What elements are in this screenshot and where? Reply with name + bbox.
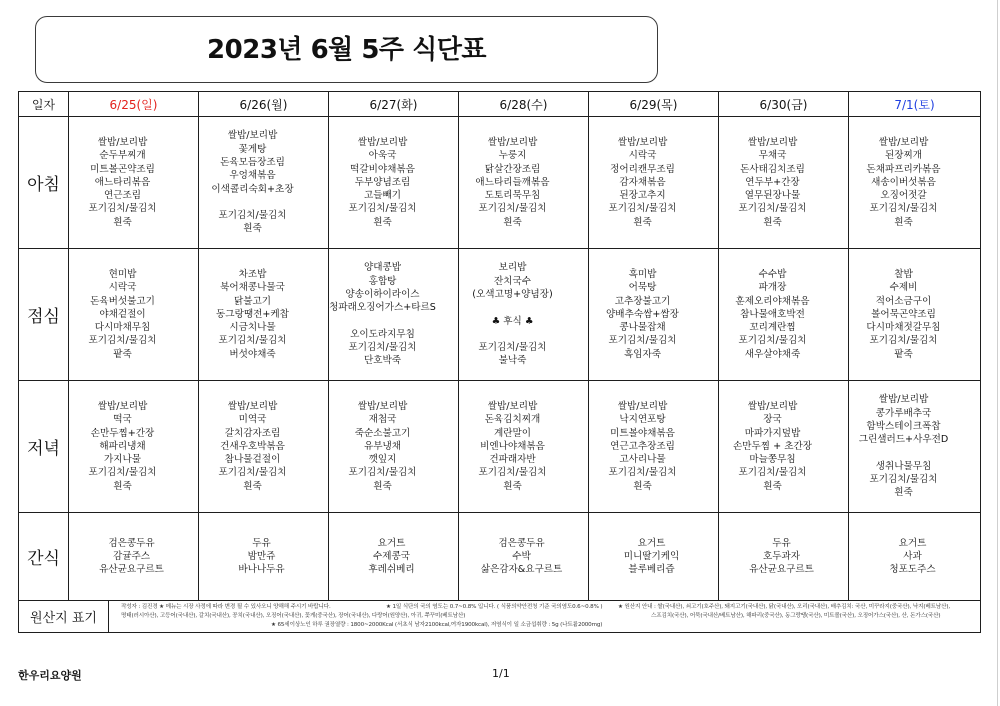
menu-cell-breakfast-mon xyxy=(199,117,329,249)
menu-item: 미트볼야채볶음 xyxy=(610,427,675,439)
menu-item: 청파래오징어가스+타르S xyxy=(329,302,436,314)
menu-item: 요거트 xyxy=(377,537,406,549)
menu-item: 비엔나야채볶음 xyxy=(480,440,545,452)
menu-item: 순두부찌개 xyxy=(99,150,146,162)
menu-item: 갈치감자조림 xyxy=(224,427,281,439)
menu-item: 흑임자죽 xyxy=(623,348,662,360)
menu-item: 불낙죽 xyxy=(498,355,527,367)
menu-item: 포기김치/물김치 xyxy=(608,467,677,479)
menu-cell-lunch-wed xyxy=(459,249,589,381)
menu-item: 시락국 xyxy=(108,282,137,294)
menu-cell-breakfast-fri xyxy=(719,117,849,249)
menu-item: 포기김치/물김치 xyxy=(88,203,157,215)
menu-item: 떡국 xyxy=(113,414,132,426)
menu-item: 낙지연포탕 xyxy=(619,414,666,426)
menu-item: 이색콜리숙회+초장 xyxy=(211,183,294,195)
menu-item: 양배추숙쌈+쌈장 xyxy=(606,308,679,320)
menu-item: 오이도라지무침 xyxy=(350,328,415,340)
menu-item: 요거트 xyxy=(898,537,927,549)
menu-item: 깻잎지 xyxy=(368,454,397,466)
facility-name: 한우리요양원 xyxy=(18,669,82,682)
meal-row-snack xyxy=(19,513,981,601)
menu-item: 열무된장나물 xyxy=(744,190,801,202)
menu-item: 돈채파프리카볶음 xyxy=(866,163,941,175)
menu-table xyxy=(18,91,981,633)
menu-item: 누룽지 xyxy=(498,150,527,162)
menu-item: 흰죽 xyxy=(373,216,392,228)
menu-item: 삶은감자&요구르트 xyxy=(480,564,563,576)
menu-item: 흰죽 xyxy=(763,216,782,228)
menu-item: 팥죽 xyxy=(894,348,913,360)
meal-label-snack: 간식 xyxy=(19,513,69,601)
menu-item: 쌀밥/보리밥 xyxy=(747,400,798,412)
menu-item: 바나나두유 xyxy=(238,564,285,576)
menu-item: 시금치나물 xyxy=(229,322,276,334)
date-header-label: 일자 xyxy=(19,92,69,117)
menu-item: 포기김치/물김치 xyxy=(348,342,417,354)
menu-item: 해파리냉채 xyxy=(99,440,146,452)
menu-item: 쌀밥/보리밥 xyxy=(878,394,929,406)
menu-item: 동그랑땡전+케찹 xyxy=(216,308,289,320)
menu-item: 건파래자반 xyxy=(489,454,536,466)
title-box xyxy=(35,16,658,83)
menu-item: 도토리묵무침 xyxy=(484,190,541,202)
menu-item: 흰죽 xyxy=(503,480,522,492)
menu-cell-snack-wed xyxy=(459,513,589,601)
menu-item: 손만두찜+간장 xyxy=(90,427,155,439)
menu-item: 포기김치/물김치 xyxy=(478,342,547,354)
menu-item: 양송이하이라이스 xyxy=(345,288,420,300)
day-header-sat: 7/1(토) xyxy=(849,92,981,117)
menu-item: 포기김치/물김치 xyxy=(608,203,677,215)
menu-item: 포기김치/물김치 xyxy=(218,335,287,347)
menu-item: 현미밥 xyxy=(108,268,137,280)
menu-item: 시락국 xyxy=(628,150,657,162)
menu-cell-dinner-sun xyxy=(69,381,199,513)
menu-item: 흰죽 xyxy=(503,216,522,228)
menu-item: 흰죽 xyxy=(113,480,132,492)
table-header xyxy=(19,92,981,117)
menu-item: 참나물애호박전 xyxy=(740,308,805,320)
meal-row-dinner xyxy=(19,381,981,513)
menu-item: (오색고명+양념장) xyxy=(472,288,553,300)
origin-cell xyxy=(19,601,981,633)
page-number: 1/1 xyxy=(492,667,510,680)
date-header-row xyxy=(19,92,981,117)
menu-item: 흰죽 xyxy=(894,487,913,499)
menu-item: 장국 xyxy=(763,414,782,426)
menu-cell-breakfast-sun xyxy=(69,117,199,249)
menu-item: 꽃게탕 xyxy=(238,143,267,155)
menu-item: 돈육모듬장조림 xyxy=(220,156,285,168)
menu-item: 흰죽 xyxy=(763,480,782,492)
menu-item: 포기김치/물김치 xyxy=(738,467,807,479)
menu-cell-snack-mon xyxy=(199,513,329,601)
menu-cell-dinner-fri xyxy=(719,381,849,513)
meal-label-lunch: 점심 xyxy=(19,249,69,381)
day-header-tue: 6/27(화) xyxy=(329,92,459,117)
menu-item: 된장찌개 xyxy=(884,150,923,162)
meal-rows xyxy=(19,117,981,601)
menu-spacer xyxy=(199,196,306,209)
menu-item: 건새우호박볶음 xyxy=(220,440,285,452)
menu-item: 쌀밥/보리밥 xyxy=(227,400,278,412)
menu-item: 유산균요구르트 xyxy=(99,564,164,576)
menu-cell-snack-fri xyxy=(719,513,849,601)
menu-item: 흑미밥 xyxy=(628,268,657,280)
origin-section xyxy=(19,601,981,633)
menu-item: 포기김치/물김치 xyxy=(218,210,287,222)
menu-item: 흰죽 xyxy=(633,216,652,228)
menu-cell-lunch-thu xyxy=(589,249,719,381)
menu-item: 흰죽 xyxy=(113,216,132,228)
menu-item: 애느타리볶음 xyxy=(94,176,151,188)
menu-item: 우엉채볶음 xyxy=(229,170,276,182)
menu-item: 포기김치/물김치 xyxy=(608,335,677,347)
menu-item: 요거트 xyxy=(637,537,666,549)
menu-item: 보리밥 xyxy=(498,262,527,274)
menu-cell-snack-thu xyxy=(589,513,719,601)
menu-item: 포기김치/물김치 xyxy=(348,203,417,215)
menu-item: 후레쉬베리 xyxy=(368,564,415,576)
menu-item: 유부냉채 xyxy=(363,440,402,452)
menu-item: 쌀밥/보리밥 xyxy=(227,130,278,142)
menu-item: 새우살야채죽 xyxy=(744,348,801,360)
menu-item: 쌀밥/보리밥 xyxy=(617,400,668,412)
menu-item: 유산균요구르트 xyxy=(749,564,814,576)
menu-item: 떡갈비야채볶음 xyxy=(350,163,415,175)
menu-item: 함박스테이크폭찹 xyxy=(866,420,941,432)
menu-item: 흰죽 xyxy=(243,223,262,235)
menu-item: 감귤주스 xyxy=(112,550,151,562)
menu-item: 새송이버섯볶음 xyxy=(871,176,936,188)
menu-cell-dinner-wed xyxy=(459,381,589,513)
origin-row xyxy=(19,601,981,633)
menu-item: 콩나물잡채 xyxy=(619,322,666,334)
menu-item: 포기김치/물김치 xyxy=(869,335,938,347)
day-header-thu: 6/29(목) xyxy=(589,92,719,117)
menu-item: 쌀밥/보리밥 xyxy=(747,136,798,148)
menu-item: 두유 xyxy=(252,537,271,549)
menu-item: 쌀밥/보리밥 xyxy=(97,136,148,148)
menu-cell-breakfast-sat xyxy=(849,117,981,249)
menu-item: 블루베리즙 xyxy=(628,564,675,576)
menu-item: 오징어젓갈 xyxy=(880,190,927,202)
menu-item: 포기김치/물김치 xyxy=(738,335,807,347)
day-header-fri: 6/30(금) xyxy=(719,92,849,117)
menu-spacer xyxy=(329,315,436,328)
menu-item: 어묵탕 xyxy=(628,282,657,294)
menu-item: 애느타리들깨볶음 xyxy=(475,176,550,188)
menu-cell-dinner-tue xyxy=(329,381,459,513)
menu-item: 검은콩두유 xyxy=(108,537,155,549)
meal-row-breakfast xyxy=(19,117,981,249)
menu-item: 미트볼곤약조림 xyxy=(90,163,155,175)
menu-cell-snack-sat xyxy=(849,513,981,601)
menu-cell-breakfast-thu xyxy=(589,117,719,249)
menu-item: 수제콩국 xyxy=(372,550,411,562)
menu-item: 손만두찜 + 초간장 xyxy=(732,440,812,452)
menu-item: 닭살간장조림 xyxy=(484,163,541,175)
menu-item: 감자채볶음 xyxy=(619,176,666,188)
menu-item: 포기김치/물김치 xyxy=(478,467,547,479)
menu-item: 포기김치/물김치 xyxy=(478,203,547,215)
menu-item: 사과 xyxy=(903,550,922,562)
menu-item: 두부양념조림 xyxy=(354,176,411,188)
meal-label-breakfast: 아침 xyxy=(19,117,69,249)
menu-item: 쌀밥/보리밥 xyxy=(487,400,538,412)
menu-item: 흰죽 xyxy=(243,480,262,492)
menu-item: 야채겉절이 xyxy=(99,308,146,320)
menu-item: ♣ 후식 ♣ xyxy=(491,315,534,327)
menu-cell-lunch-sat xyxy=(849,249,981,381)
menu-item: 쌀밥/보리밥 xyxy=(878,136,929,148)
menu-item: 수수밥 xyxy=(758,268,787,280)
menu-item: 포기김치/물김치 xyxy=(88,467,157,479)
menu-item: 돈육버섯불고기 xyxy=(90,295,155,307)
menu-item: 재첩국 xyxy=(368,414,397,426)
menu-cell-lunch-fri xyxy=(719,249,849,381)
menu-item: 쌀밥/보리밥 xyxy=(617,136,668,148)
menu-cell-snack-sun xyxy=(69,513,199,601)
menu-item: 계란말이 xyxy=(493,427,532,439)
menu-item: 차조밥 xyxy=(238,268,267,280)
menu-item: 쌀밥/보리밥 xyxy=(357,136,408,148)
origin-note: 작성자 : 김진경 ★ 메뉴는 시장 사정에 따라 변경 될 수 있사오니 양해해 주시기 바랍니다. xyxy=(121,604,331,610)
page-edge-line xyxy=(997,0,998,706)
origin-note: ★ 1일 식단의 국의 염도는 0.7~0.8% 입니다. ( 식품의약안전청 기준 국의염도0.6~0.8% ) xyxy=(386,604,603,610)
origin-note: ★ 원산지 안내 : 쌀(국내산), 쇠고기(호주산), 돼지고기(국내산), 닭(국내산), 오리(국내산), 배추김치: 국산, 미꾸라지(중국산), 낙지(베트남산), xyxy=(618,604,951,610)
menu-item: 쌀밥/보리밥 xyxy=(97,400,148,412)
day-header-mon: 6/26(월) xyxy=(199,92,329,117)
menu-item: 흰죽 xyxy=(373,480,392,492)
menu-item: 포기김치/물김치 xyxy=(218,467,287,479)
menu-item: 연근고추장조림 xyxy=(610,440,675,452)
menu-item: 볼어묵곤약조림 xyxy=(871,308,936,320)
menu-item: 검은콩두유 xyxy=(498,537,545,549)
menu-item: 포기김치/물김치 xyxy=(88,335,157,347)
menu-cell-breakfast-wed xyxy=(459,117,589,249)
menu-cell-lunch-tue xyxy=(329,249,459,381)
day-header-wed: 6/28(수) xyxy=(459,92,589,117)
menu-item: 홍합탕 xyxy=(368,275,397,287)
menu-item: 정어리캔무조림 xyxy=(610,163,675,175)
menu-item: 북어채콩나물국 xyxy=(220,282,285,294)
menu-item: 아욱국 xyxy=(368,150,397,162)
origin-label: 원산지 표기 xyxy=(19,601,109,632)
menu-item: 마늘쫑무침 xyxy=(749,454,796,466)
menu-item: 돈육김치찌개 xyxy=(484,414,541,426)
menu-item: 파개장 xyxy=(758,282,787,294)
menu-cell-breakfast-tue xyxy=(329,117,459,249)
menu-item: 잔치국수 xyxy=(493,275,532,287)
menu-item: 고추장불고기 xyxy=(614,295,671,307)
menu-item: 꼬리계란찜 xyxy=(749,322,796,334)
menu-item: 연두부+간장 xyxy=(745,176,800,188)
menu-item: 쌀밥/보리밥 xyxy=(357,400,408,412)
menu-item: 미역국 xyxy=(238,414,267,426)
menu-cell-lunch-sun xyxy=(69,249,199,381)
menu-item: 포기김치/물김치 xyxy=(869,203,938,215)
menu-spacer xyxy=(849,447,958,460)
menu-spacer xyxy=(459,301,566,314)
menu-cell-dinner-mon xyxy=(199,381,329,513)
origin-note: ★ 65세이상노인 하루 권장열량 : 1800~2000Kcal (서초식 남자2100kcal,여자1900kcal), 저염식이 일 소금섭취량 : 5g (나트륨2000mg) xyxy=(271,622,603,628)
menu-item: 단호박죽 xyxy=(363,355,402,367)
origin-wrap xyxy=(19,601,980,632)
menu-item: 쌀밥/보리밥 xyxy=(487,136,538,148)
menu-item: 청포도주스 xyxy=(889,564,936,576)
page-title: 2023년 6월 5주 식단표 xyxy=(207,34,486,65)
menu-item: 돈사태김치조림 xyxy=(740,163,805,175)
menu-item: 미니딸기케익 xyxy=(623,550,680,562)
meal-row-lunch xyxy=(19,249,981,381)
menu-item: 훈제오리야채볶음 xyxy=(735,295,810,307)
menu-item: 팥죽 xyxy=(113,348,132,360)
menu-item: 포기김치/물김치 xyxy=(869,474,938,486)
menu-item: 된장고추지 xyxy=(619,190,666,202)
meal-label-dinner: 저녁 xyxy=(19,381,69,513)
menu-item: 포기김치/물김치 xyxy=(348,467,417,479)
menu-item: 찰밥 xyxy=(894,268,913,280)
menu-item: 죽순소불고기 xyxy=(354,427,411,439)
menu-item: 적어소금구이 xyxy=(875,295,932,307)
origin-note: 명태(러시아산), 고등어(국내산), 갈치(국내산), 꽁치(국내산), 오징어(국내산), 꽃게(중국산), 장어(국내산), 다랑어(원양산), 아귀, 쭈꾸미(베트남산) xyxy=(121,613,466,619)
menu-item: 수제비 xyxy=(889,282,918,294)
menu-cell-dinner-thu xyxy=(589,381,719,513)
menu-item: 그린샐러드+사우전D xyxy=(858,434,949,446)
menu-item: 연근조림 xyxy=(103,190,142,202)
menu-cell-dinner-sat xyxy=(849,381,981,513)
menu-item: 두유 xyxy=(772,537,791,549)
menu-item: 양대콩밥 xyxy=(363,262,402,274)
menu-item: 닭불고기 xyxy=(233,295,272,307)
menu-item: 무채국 xyxy=(758,150,787,162)
menu-item: 밤만쥬 xyxy=(247,550,276,562)
menu-item: 다시마채무침 xyxy=(94,322,151,334)
menu-item: 호두과자 xyxy=(762,550,801,562)
menu-item: 고사리나물 xyxy=(619,454,666,466)
menu-item: 가지나물 xyxy=(103,454,142,466)
menu-item: 고들빼기 xyxy=(363,190,402,202)
menu-item: 흰죽 xyxy=(894,216,913,228)
menu-cell-snack-tue xyxy=(329,513,459,601)
origin-note: 스프김치(국산), 어묵(국내산/베트남산), 해파리(중국산), 동그랑땡(국산), 미트볼(국산), 오징어가스(국산), 산, 돈가스(국산) xyxy=(651,613,941,619)
menu-item: 수박 xyxy=(512,550,531,562)
day-header-sun: 6/25(일) xyxy=(69,92,199,117)
menu-cell-lunch-mon xyxy=(199,249,329,381)
origin-notes xyxy=(109,601,980,632)
menu-item: 포기김치/물김치 xyxy=(738,203,807,215)
menu-item: 흰죽 xyxy=(633,480,652,492)
menu-item: 다시마채젓갈무침 xyxy=(866,322,941,334)
menu-spacer xyxy=(459,328,566,341)
menu-item: 콩가루배추국 xyxy=(875,407,932,419)
menu-item: 버섯야채죽 xyxy=(229,348,276,360)
menu-item: 참나물겉절이 xyxy=(224,454,281,466)
menu-item: 생취나물무침 xyxy=(875,460,932,472)
menu-item: 마파가지덮밥 xyxy=(744,427,801,439)
